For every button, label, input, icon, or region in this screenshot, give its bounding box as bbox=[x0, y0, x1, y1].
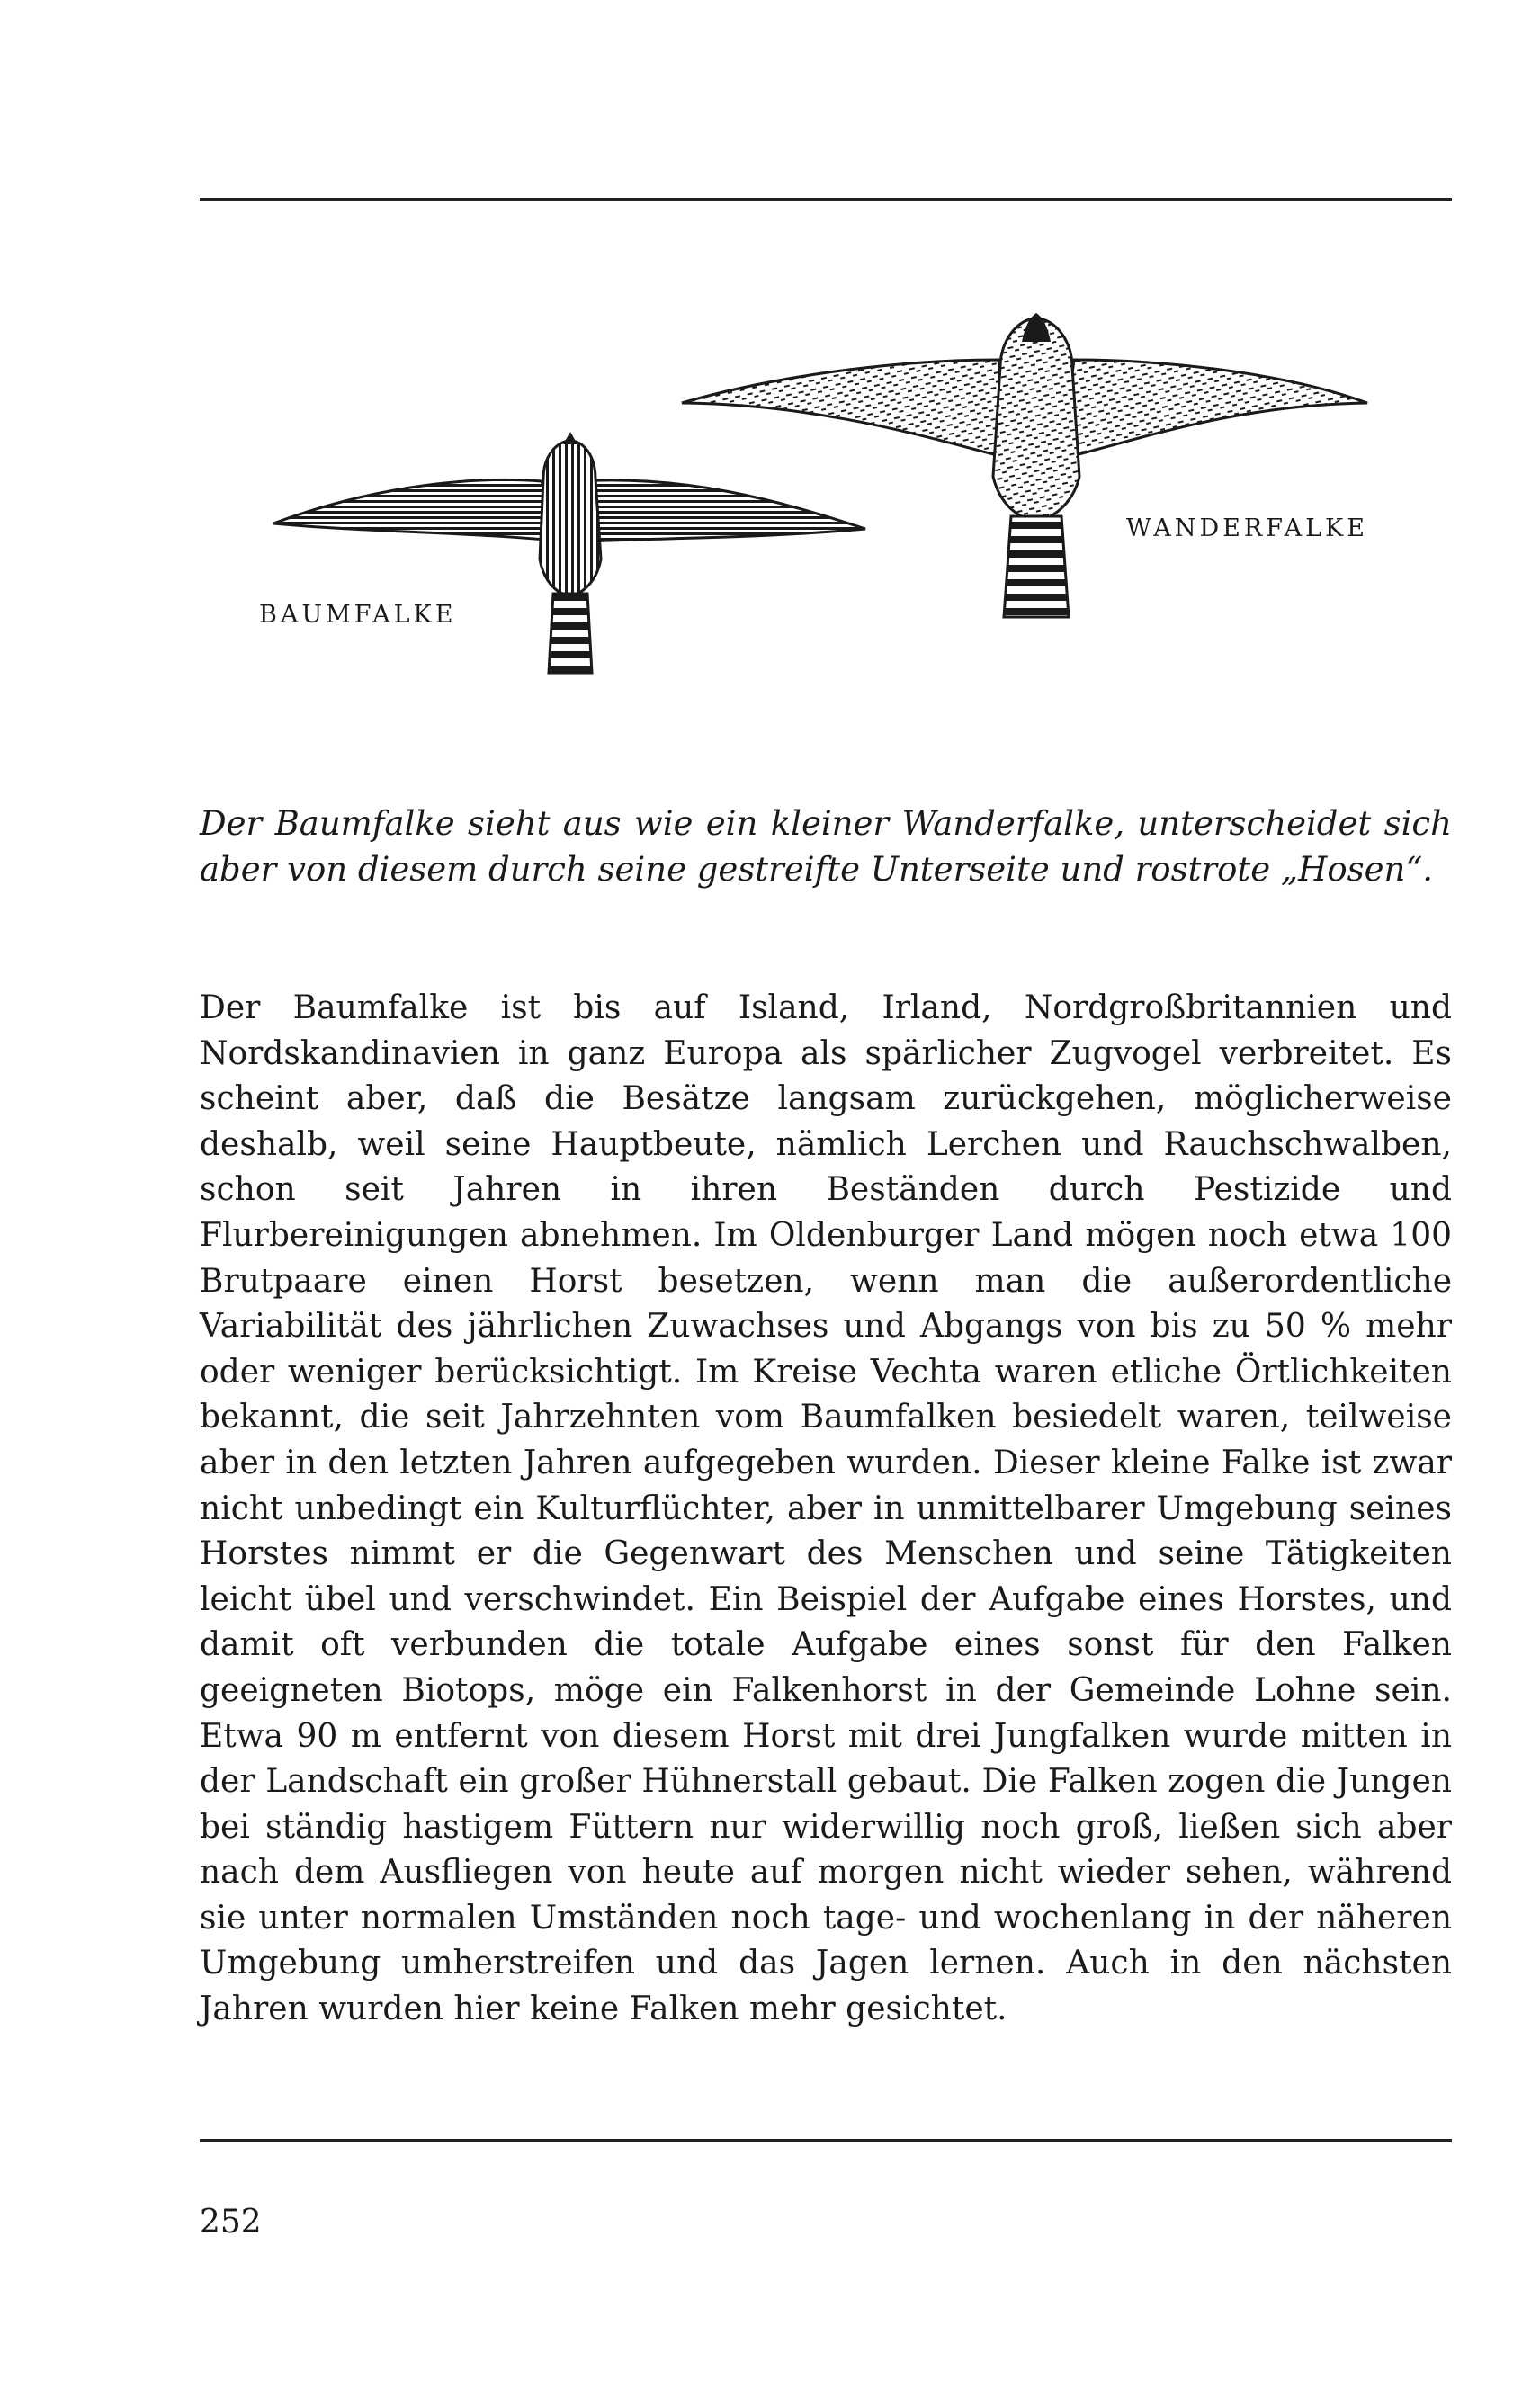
figure-caption: Der Baumfalke sieht aus wie ein kleiner Wanderfalke, unterscheidet sich aber von diesem durch seine gestreifte Unterseite und rostrote „Hosen“. bbox=[200, 804, 1452, 889]
top-rule bbox=[200, 198, 1452, 201]
falcon-illustration bbox=[200, 306, 1452, 702]
body-paragraph: Der Baumfalke ist bis auf Island, Irland, Nordgroßbritannien und Nordskandinavien in ganz Europa als spärlicher Zugvogel verbreitet. Es scheint aber, daß die Besätze langsam zurückgehen, möglicherweise deshalb, weil seine Hauptbeute, nämlich Lerchen und Rauchschwalben, schon seit Jahren in ihren Beständen durch Pestizide und Flurbereinigungen abnehmen. Im Oldenburger Land mögen noch etwa 100 Brutpaare einen Horst besetzen, wenn man die außerordentliche Variabilität des jährlichen Zuwachses und Abgangs von bis zu 50 % mehr oder weniger berücksichtigt. Im Kreise Vechta waren etliche Örtlichkeiten bekannt, die seit Jahrzehnten vom Baumfalken besiedelt waren, teilweise aber in den letzten Jahren aufgegeben wurden. Dieser kleine Falke ist zwar nicht unbedingt ein Kulturflüchter, aber in unmittelbarer Umgebung seines Horstes nimmt er die Gegenwart des Menschen und seine Tätigkeiten leicht übel und verschwindet. Ein Beispiel der Aufgabe eines Horstes, und damit oft verbunden die totale Aufgabe eines sonst für den Falken geeigneten Biotops, möge ein Falkenhorst in der Gemeinde Lohne sein. Etwa 90 m entfernt von diesem Horst mit drei Jungfalken wurde mitten in der Landschaft ein großer Hühnerstall gebaut. Die Falken zogen die Jungen bei ständig hastigem Füttern nur widerwillig noch groß, ließen sich aber nach dem Ausfliegen von heute auf morgen nicht wieder sehen, während sie unter normalen Umständen noch tage- und wochenlang in der näheren Umgebung umherstreifen und das Jagen lernen. Auch in den nächsten Jahren wurden hier keine Falken mehr gesichtet. bbox=[200, 989, 1452, 2028]
hobby-falcon-drawing bbox=[273, 432, 865, 673]
page-number: 252 bbox=[200, 2204, 262, 2241]
hobby-label: BAUMFALKE bbox=[259, 601, 457, 629]
falcon-drawing bbox=[200, 306, 1452, 702]
peregrine-label: WANDERFALKE bbox=[1126, 514, 1368, 542]
peregrine-falcon-drawing bbox=[682, 313, 1367, 617]
bottom-rule bbox=[200, 2139, 1452, 2142]
